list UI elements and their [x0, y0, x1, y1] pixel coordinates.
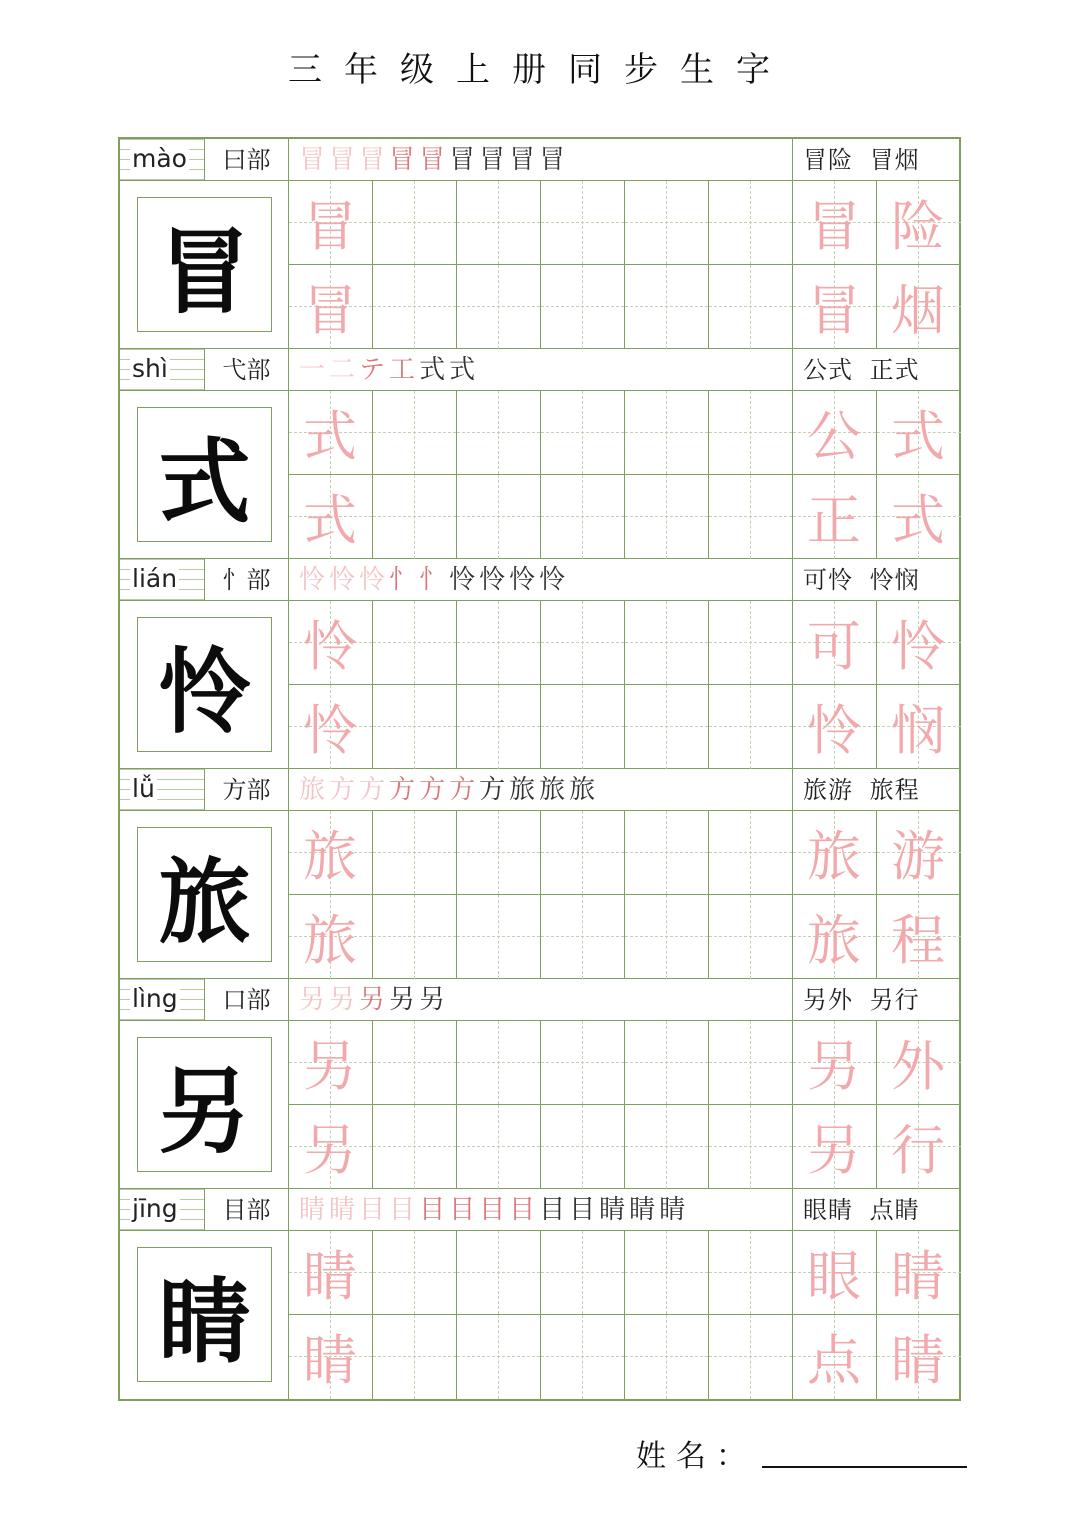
practice-cell[interactable] [877, 1105, 961, 1189]
practice-grid [289, 1021, 959, 1189]
model-char: 旅 [137, 827, 272, 962]
pinyin-cell [120, 769, 205, 811]
practice-grid [289, 811, 959, 979]
stroke-step: 工 [389, 355, 416, 385]
practice-cell[interactable] [625, 601, 709, 685]
practice-grid [289, 601, 959, 769]
practice-cell[interactable] [373, 685, 457, 769]
trace-char: 外 [891, 1034, 945, 1098]
practice-cell[interactable] [457, 601, 541, 685]
trace-char: 点 [807, 1328, 861, 1392]
practice-cell[interactable] [793, 811, 877, 895]
model-char: 怜 [137, 617, 272, 752]
word-examples [793, 769, 959, 811]
practice-cell[interactable] [541, 1105, 625, 1189]
stroke-order [289, 139, 793, 181]
word-examples [793, 559, 959, 601]
stroke-order [289, 349, 793, 391]
practice-cell[interactable] [373, 1231, 457, 1315]
trace-char: 冒 [807, 278, 861, 342]
practice-cell[interactable] [373, 265, 457, 349]
practice-cell[interactable] [877, 391, 961, 475]
trace-char: 怜 [303, 698, 357, 762]
trace-char: 眼 [807, 1244, 861, 1308]
stroke-step: 目 [359, 1195, 386, 1225]
word-example: 旅游 [803, 776, 853, 804]
stroke-step: 冒 [539, 145, 566, 175]
practice-cell[interactable] [541, 1315, 625, 1399]
stroke-step: 冒 [299, 145, 326, 175]
page-title: 三年级上册同步生字 [288, 50, 792, 90]
practice-cell[interactable] [373, 1021, 457, 1105]
practice-cell[interactable] [709, 685, 793, 769]
stroke-step: 目 [419, 1195, 446, 1225]
stroke-order [289, 559, 793, 601]
practice-cell[interactable] [877, 1231, 961, 1315]
practice-cell[interactable] [289, 391, 373, 475]
char-block-5 [120, 979, 959, 1189]
practice-cell[interactable] [373, 391, 457, 475]
stroke-step: 另 [389, 985, 416, 1015]
trace-char: 程 [891, 908, 945, 972]
stroke-step: 目 [479, 1195, 506, 1225]
practice-grid [289, 391, 959, 559]
practice-cell[interactable] [877, 601, 961, 685]
model-char-cell [120, 181, 289, 349]
stroke-step: 怜 [299, 565, 326, 595]
char-block-3 [120, 559, 959, 769]
trace-char: 怜 [807, 698, 861, 762]
trace-char: 游 [891, 824, 945, 888]
trace-char: 可 [807, 614, 861, 678]
char-header [120, 1189, 959, 1231]
stroke-step: 冒 [449, 145, 476, 175]
stroke-step: 目 [569, 1195, 596, 1225]
char-block-1 [120, 139, 959, 349]
practice-cell[interactable] [625, 685, 709, 769]
practice-cell[interactable] [877, 811, 961, 895]
model-char-cell [120, 601, 289, 769]
practice-cell[interactable] [793, 1021, 877, 1105]
stroke-step: 旅 [509, 775, 536, 805]
stroke-order [289, 979, 793, 1021]
practice-cell[interactable] [457, 265, 541, 349]
pinyin-cell [120, 559, 205, 601]
radical-label: 弋部 [205, 349, 289, 391]
trace-char: 旅 [807, 908, 861, 972]
practice-cell[interactable] [289, 811, 373, 895]
trace-char: 式 [891, 404, 945, 468]
trace-char: 睛 [303, 1244, 357, 1308]
practice-cell[interactable] [373, 811, 457, 895]
word-example: 另外 [803, 986, 853, 1014]
stroke-step: 方 [389, 775, 416, 805]
practice-cell[interactable] [877, 895, 961, 979]
practice-cell[interactable] [793, 1105, 877, 1189]
stroke-step: 冒 [389, 145, 416, 175]
pinyin-text: shì [132, 354, 168, 383]
pinyin-text: mào [132, 144, 187, 173]
pinyin-text: lián [132, 564, 178, 593]
word-example: 怜悯 [869, 566, 920, 594]
stroke-step: 另 [329, 985, 356, 1015]
practice-cell[interactable] [457, 1315, 541, 1399]
stroke-step: 怜 [329, 565, 356, 595]
practice-cell[interactable] [541, 1021, 625, 1105]
practice-cell[interactable] [289, 1021, 373, 1105]
stroke-step: 方 [449, 775, 476, 805]
practice-cell[interactable] [289, 1105, 373, 1189]
practice-cell[interactable] [373, 475, 457, 559]
word-example: 正式 [869, 356, 920, 384]
stroke-step: 式 [449, 355, 476, 385]
trace-char: 睛 [891, 1328, 945, 1392]
char-block-6 [120, 1189, 959, 1399]
practice-cell[interactable] [709, 601, 793, 685]
model-char-cell [120, 391, 289, 559]
practice-cell[interactable] [457, 811, 541, 895]
trace-char: 式 [303, 488, 357, 552]
practice-sheet [118, 137, 961, 1401]
stroke-step: 目 [389, 1195, 416, 1225]
stroke-step: 目 [449, 1195, 476, 1225]
practice-cell[interactable] [541, 685, 625, 769]
stroke-step: 冒 [329, 145, 356, 175]
stroke-step: 方 [479, 775, 506, 805]
trace-char: 旅 [807, 824, 861, 888]
practice-cell[interactable] [793, 265, 877, 349]
stroke-step: 怜 [509, 565, 536, 595]
trace-char: 式 [303, 404, 357, 468]
stroke-step: 冒 [359, 145, 386, 175]
name-blank[interactable] [762, 1466, 967, 1468]
stroke-step: 睛 [599, 1195, 626, 1225]
practice-cell[interactable] [793, 181, 877, 265]
radical-label: 目部 [205, 1189, 289, 1231]
word-examples [793, 349, 959, 391]
char-header [120, 979, 959, 1021]
practice-cell[interactable] [625, 1105, 709, 1189]
stroke-step: 目 [539, 1195, 566, 1225]
trace-char: 式 [891, 488, 945, 552]
model-char: 睛 [137, 1247, 272, 1382]
practice-cell[interactable] [793, 1231, 877, 1315]
trace-char: 冒 [807, 194, 861, 258]
practice-cell[interactable] [289, 265, 373, 349]
model-char-cell [120, 1231, 289, 1399]
radical-label: 忄部 [205, 559, 289, 601]
practice-cell[interactable] [541, 475, 625, 559]
word-example: 眼睛 [803, 1196, 853, 1224]
practice-cell[interactable] [709, 265, 793, 349]
practice-cell[interactable] [793, 895, 877, 979]
practice-cell[interactable] [373, 181, 457, 265]
trace-char: 正 [807, 488, 861, 552]
practice-cell[interactable] [541, 601, 625, 685]
practice-cell[interactable] [625, 265, 709, 349]
trace-char: 另 [303, 1034, 357, 1098]
trace-char: 悯 [891, 698, 945, 762]
practice-cell[interactable] [625, 1231, 709, 1315]
model-char: 式 [137, 407, 272, 542]
trace-char: 旅 [303, 908, 357, 972]
stroke-step: 冒 [479, 145, 506, 175]
word-example: 旅程 [869, 776, 920, 804]
word-examples [793, 139, 959, 181]
pinyin-cell [120, 979, 205, 1021]
name-label: 姓名： [636, 1439, 756, 1474]
practice-cell[interactable] [373, 601, 457, 685]
practice-cell[interactable] [793, 1315, 877, 1399]
word-example: 点睛 [869, 1196, 920, 1224]
trace-char: 险 [891, 194, 945, 258]
practice-cell[interactable] [373, 1105, 457, 1189]
practice-cell[interactable] [877, 1315, 961, 1399]
word-examples [793, 1189, 959, 1231]
model-char-cell [120, 811, 289, 979]
practice-cell[interactable] [289, 475, 373, 559]
practice-grid [289, 181, 959, 349]
trace-char: 睛 [891, 1244, 945, 1308]
practice-cell[interactable] [289, 895, 373, 979]
trace-char: 烟 [891, 278, 945, 342]
practice-cell[interactable] [373, 895, 457, 979]
practice-cell[interactable] [709, 1315, 793, 1399]
practice-grid [289, 1231, 959, 1399]
pinyin-cell [120, 139, 205, 181]
trace-char: 公 [807, 404, 861, 468]
stroke-step: 一 [299, 355, 326, 385]
trace-char: 怜 [891, 614, 945, 678]
practice-cell[interactable] [457, 1231, 541, 1315]
practice-cell[interactable] [289, 1231, 373, 1315]
pinyin-text: jīng [132, 1194, 178, 1223]
practice-cell[interactable] [625, 895, 709, 979]
practice-cell[interactable] [709, 811, 793, 895]
practice-cell[interactable] [289, 181, 373, 265]
practice-cell[interactable] [877, 265, 961, 349]
pinyin-cell [120, 1189, 205, 1231]
practice-cell[interactable] [793, 391, 877, 475]
practice-cell[interactable] [457, 685, 541, 769]
practice-cell[interactable] [457, 1105, 541, 1189]
practice-cell[interactable] [709, 391, 793, 475]
practice-cell[interactable] [793, 685, 877, 769]
char-block-2 [120, 349, 959, 559]
stroke-step: 睛 [329, 1195, 356, 1225]
stroke-step: 旅 [569, 775, 596, 805]
pinyin-text: lǚ [132, 774, 155, 803]
practice-cell[interactable] [541, 391, 625, 475]
stroke-step: 方 [329, 775, 356, 805]
stroke-step: 忄 [389, 565, 416, 595]
practice-cell[interactable] [373, 1315, 457, 1399]
model-char-cell [120, 1021, 289, 1189]
practice-cell[interactable] [625, 475, 709, 559]
char-block-4 [120, 769, 959, 979]
char-header [120, 769, 959, 811]
trace-char: 睛 [303, 1328, 357, 1392]
radical-label: 曰部 [205, 139, 289, 181]
practice-cell[interactable] [625, 811, 709, 895]
word-example: 另行 [869, 986, 920, 1014]
trace-char: 另 [807, 1118, 861, 1182]
word-example: 可怜 [803, 566, 853, 594]
stroke-step: 另 [359, 985, 386, 1015]
practice-cell[interactable] [877, 685, 961, 769]
stroke-step: 睛 [659, 1195, 686, 1225]
trace-char: 冒 [303, 194, 357, 258]
practice-cell[interactable] [289, 601, 373, 685]
practice-cell[interactable] [541, 811, 625, 895]
stroke-step: 目 [509, 1195, 536, 1225]
stroke-step: 旅 [299, 775, 326, 805]
trace-char: 行 [891, 1118, 945, 1182]
practice-cell[interactable] [625, 181, 709, 265]
practice-cell[interactable] [709, 181, 793, 265]
char-header [120, 349, 959, 391]
practice-cell[interactable] [793, 475, 877, 559]
trace-char: 怜 [303, 614, 357, 678]
practice-cell[interactable] [877, 181, 961, 265]
practice-cell[interactable] [625, 1021, 709, 1105]
practice-cell[interactable] [541, 181, 625, 265]
practice-cell[interactable] [709, 1105, 793, 1189]
stroke-step: 怜 [449, 565, 476, 595]
stroke-step: 另 [299, 985, 326, 1015]
stroke-step: 方 [419, 775, 446, 805]
practice-cell[interactable] [625, 1315, 709, 1399]
stroke-step: 方 [359, 775, 386, 805]
stroke-step: 怜 [539, 565, 566, 595]
stroke-step: 二 [329, 355, 356, 385]
pinyin-text: lìng [132, 984, 178, 1013]
stroke-step: 式 [419, 355, 446, 385]
practice-cell[interactable] [457, 475, 541, 559]
practice-cell[interactable] [541, 895, 625, 979]
practice-cell[interactable] [709, 1021, 793, 1105]
practice-cell[interactable] [541, 1231, 625, 1315]
trace-char: 冒 [303, 278, 357, 342]
stroke-step: 冒 [509, 145, 536, 175]
radical-label: 口部 [205, 979, 289, 1021]
stroke-step: 另 [419, 985, 446, 1015]
practice-cell[interactable] [877, 475, 961, 559]
model-char: 另 [137, 1037, 272, 1172]
word-example: 公式 [803, 356, 853, 384]
stroke-step: 怜 [479, 565, 506, 595]
trace-char: 另 [807, 1034, 861, 1098]
char-header [120, 559, 959, 601]
practice-cell[interactable] [541, 265, 625, 349]
stroke-step: 忄 [419, 565, 446, 595]
char-header [120, 139, 959, 181]
practice-cell[interactable] [709, 895, 793, 979]
trace-char: 旅 [303, 824, 357, 888]
practice-cell[interactable] [709, 475, 793, 559]
practice-cell[interactable] [625, 391, 709, 475]
word-example: 冒险 [803, 146, 853, 174]
stroke-step: 睛 [629, 1195, 656, 1225]
radical-label: 方部 [205, 769, 289, 811]
practice-cell[interactable] [793, 601, 877, 685]
stroke-step: 怜 [359, 565, 386, 595]
practice-cell[interactable] [457, 895, 541, 979]
stroke-step: テ [359, 355, 386, 385]
stroke-step: 冒 [419, 145, 446, 175]
practice-cell[interactable] [289, 1315, 373, 1399]
word-example: 冒烟 [869, 146, 920, 174]
stroke-step: 睛 [299, 1195, 326, 1225]
practice-cell[interactable] [289, 685, 373, 769]
word-examples [793, 979, 959, 1021]
trace-char: 另 [303, 1118, 357, 1182]
pinyin-cell [120, 349, 205, 391]
practice-cell[interactable] [457, 181, 541, 265]
practice-cell[interactable] [457, 391, 541, 475]
practice-cell[interactable] [709, 1231, 793, 1315]
stroke-step: 旅 [539, 775, 566, 805]
practice-cell[interactable] [877, 1021, 961, 1105]
practice-cell[interactable] [457, 1021, 541, 1105]
stroke-order [289, 769, 793, 811]
model-char: 冒 [137, 197, 272, 332]
stroke-order [289, 1189, 793, 1231]
